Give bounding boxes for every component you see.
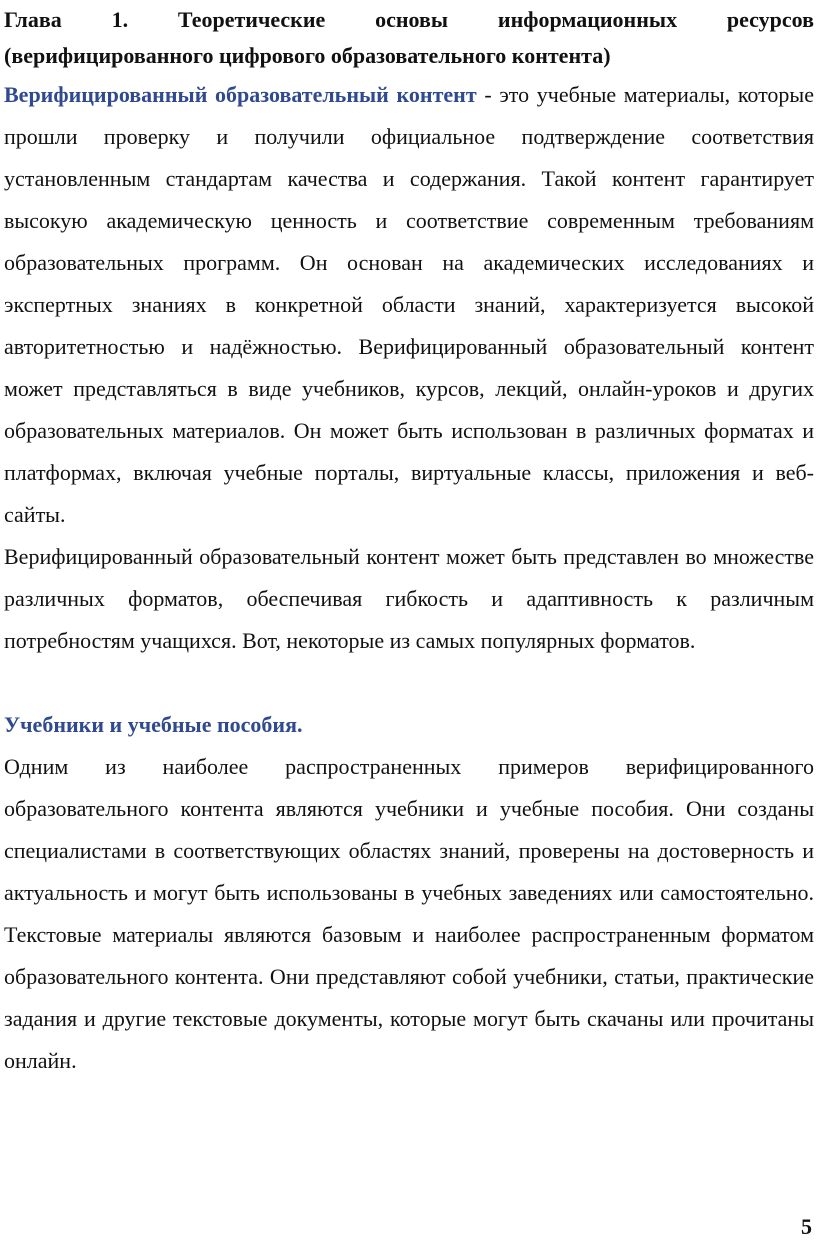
definition-text: - это учебные материалы, которые прошли проверку и получили официальное подтверждение соответствия установленным стандартам качества и содержания. Такой контент гарантирует высокую академическую ценность и соответствие современным требованиям образовательных программ. Он основан на академических исследованиях и экспертных знаниях в конкретной области знаний, характеризуется высокой авторитетностью и надёжностью. Верифицированный образовательный контент может представляться в виде учебников, курсов, лекций, онлайн-уроков и других образовательных материалов. Он может быть использован в различных форматах и платформах, включая учебные порталы, виртуальные классы, приложения и веб-сайты. — [4, 82, 814, 527]
paragraph-textbooks: Одним из наиболее распространенных примеров верифицированного образовательного контента являются учебники и учебные пособия. Они созданы специалистами в соответствующих областях знаний, проверены на достоверность и актуальность и могут быть использованы в учебных заведениях или самостоятельно. Текстовые материалы являются базовым и наиболее распространенным форматом образовательного контента. Они представляют собой учебники, статьи, практические задания и другие текстовые документы, которые могут быть скачаны или прочитаны онлайн. — [4, 754, 814, 1073]
paragraph-definition — [4, 74, 814, 536]
chapter-title-line-1: Глава 1. Теоретические основы информационных ресурсов — [4, 7, 814, 32]
chapter-title-line-2: (верифицированного цифрового образовательного контента) — [4, 43, 611, 68]
section-heading: Учебники и учебные пособия. — [4, 712, 303, 737]
definition-term: Верифицированный образовательный контент — [4, 82, 477, 107]
chapter-title — [4, 0, 814, 74]
page-number: 5 — [801, 1214, 812, 1239]
paragraph-formats: Верифицированный образовательный контент может быть представлен во множестве различных форматов, обеспечивая гибкость и адаптивность к различным потребностям учащихся. Вот, некоторые из самых популярных форматов. — [4, 544, 814, 653]
